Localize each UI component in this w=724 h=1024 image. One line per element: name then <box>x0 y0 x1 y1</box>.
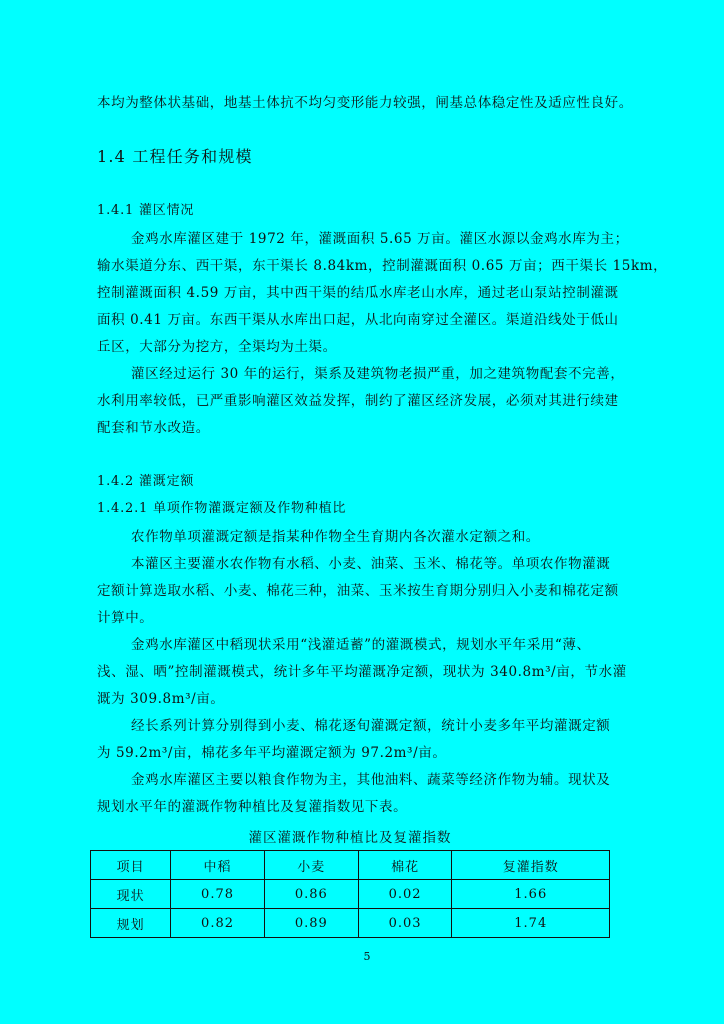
paragraph-line: 输水渠道分东、西干渠，东干渠长 8.84km，控制灌溉面积 0.65 万亩；西干渠长 15km， <box>97 258 668 274</box>
paragraph-line: 定额计算选取水稻、小麦、棉花三种，油菜、玉米按生育期分别归入小麦和棉花定额 <box>97 583 619 599</box>
table-header-cell: 小麦 <box>264 851 358 880</box>
paragraph-line: 经长系列计算分别得到小麦、棉花逐旬灌溉定额，统计小麦多年平均灌溉定额 <box>131 718 611 734</box>
planting-ratio-table <box>90 850 610 938</box>
paragraph-line: 灌区经过运行 30 年的运行，渠系及建筑物老损严重，加之建筑物配套不完善， <box>131 366 625 382</box>
table-row <box>91 909 610 938</box>
paragraph-line: 配套和节水改造。 <box>97 420 210 436</box>
table-header-cell: 棉花 <box>358 851 452 880</box>
paragraph-line: 计算中。 <box>97 610 154 626</box>
paragraph-line: 面积 0.41 万亩。东西干渠从水库出口起，从北向南穿过全灌区。渠道沿线处于低山 <box>97 312 619 328</box>
table-cell: 0.89 <box>264 909 358 938</box>
table-header-cell: 复灌指数 <box>452 851 610 880</box>
table-cell: 0.82 <box>171 909 265 938</box>
subsection-heading-1-4-2: 1.4.2 灌溉定额 <box>97 474 195 489</box>
paragraph-line: 规划水平年的灌溉作物种植比及复灌指数见下表。 <box>97 799 408 815</box>
subsubsection-heading-1-4-2-1: 1.4.2.1 单项作物灌溉定额及作物种植比 <box>97 501 347 516</box>
paragraph-line: 溉为 309.8m³/亩。 <box>97 691 225 707</box>
paragraph-line: 农作物单项灌溉定额是指某种作物全生育期内各次灌水定额之和。 <box>131 529 540 545</box>
table-row <box>91 880 610 909</box>
table-cell: 规划 <box>91 909 171 938</box>
intro-line: 本均为整体状基础，地基土体抗不均匀变形能力较强，闸基总体稳定性及适应性良好。 <box>97 95 633 111</box>
paragraph-line: 为 59.2m³/亩，棉花多年平均灌溉定额为 97.2m³/亩。 <box>97 745 447 761</box>
paragraph-line: 控制灌溉面积 4.59 万亩，其中西干渠的结瓜水库老山水库，通过老山泵站控制灌溉 <box>97 285 619 301</box>
page-number: 5 <box>363 950 371 963</box>
table-header-cell: 项目 <box>91 851 171 880</box>
table-cell: 1.74 <box>452 909 610 938</box>
table-cell: 0.78 <box>171 880 265 909</box>
table-cell: 0.86 <box>264 880 358 909</box>
section-heading: 1.4 工程任务和规模 <box>97 147 253 166</box>
paragraph-line: 金鸡水库灌区建于 1972 年，灌溉面积 5.65 万亩。灌区水源以金鸡水库为主； <box>131 231 629 247</box>
table-header-cell: 中稻 <box>171 851 265 880</box>
subsection-heading-1-4-1: 1.4.1 灌区情况 <box>97 203 195 218</box>
table-header-row <box>91 851 610 880</box>
paragraph-line: 丘区，大部分为挖方，全渠均为土渠。 <box>97 339 337 355</box>
table-cell: 0.03 <box>358 909 452 938</box>
paragraph-line: 本灌区主要灌水农作物有水稻、小麦、油菜、玉米、棉花等。单项农作物灌溉 <box>131 556 611 572</box>
table-cell: 现状 <box>91 880 171 909</box>
table-caption: 灌区灌溉作物种植比及复灌指数 <box>248 830 452 846</box>
paragraph-line: 浅、湿、晒”控制灌溉模式，统计多年平均灌溉净定额，现状为 340.8m³/亩，节水灌 <box>97 664 627 680</box>
table-cell: 1.66 <box>452 880 610 909</box>
paragraph-line: 金鸡水库灌区主要以粮食作物为主，其他油料、蔬菜等经济作物为辅。现状及 <box>131 772 611 788</box>
paragraph-line: 金鸡水库灌区中稻现状采用“浅灌适蓄”的灌溉模式，规划水平年采用“薄、 <box>131 637 591 653</box>
table-cell: 0.02 <box>358 880 452 909</box>
paragraph-line: 水利用率较低，已严重影响灌区效益发挥，制约了灌区经济发展，必须对其进行续建 <box>97 393 619 409</box>
